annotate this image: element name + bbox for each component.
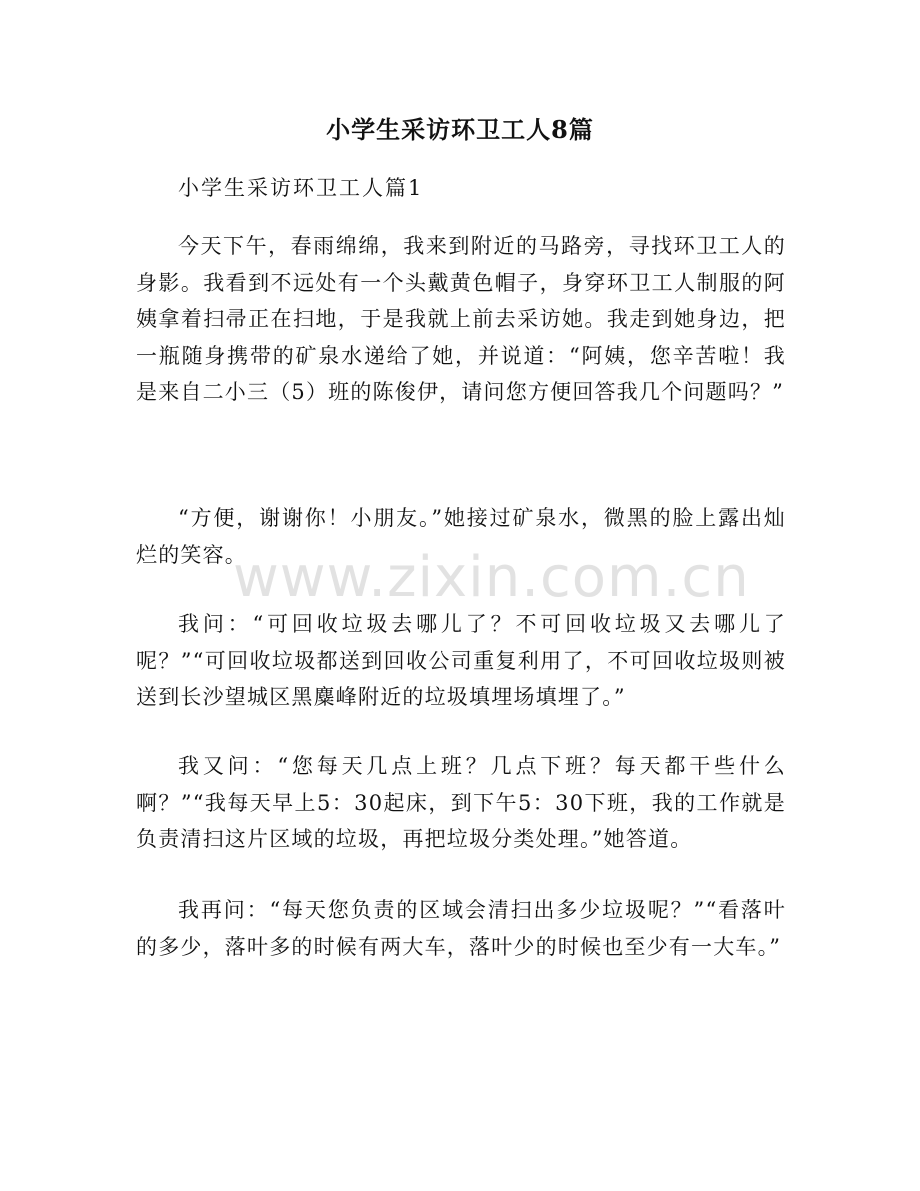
paragraph-1: 今天下午，春雨绵绵，我来到附近的马路旁，寻找环卫工人的身影。我看到不远处有一个头戴黄色帽子，身穿环卫工人制服的阿姨拿着扫帚正在扫地，于是我就上前去采访她。我走到她身边，把一瓶随身携带的矿泉水递给了她，并说道：“阿姨，您辛苦啦！我是来自二小三（5）班的陈俊伊，请问您方便回答我几个问题吗？” <box>136 234 786 404</box>
paragraph-3: 我问：“可回收垃圾去哪儿了？不可回收垃圾又去哪儿了呢？”“可回收垃圾都送到回收公司重复利用了，不可回收垃圾则被送到长沙望城区黑麋峰附近的垃圾填埋场填埋了。” <box>136 612 786 709</box>
paragraph-4: 我又问：“您每天几点上班？几点下班？每天都干些什么啊？”“我每天早上5：30起床，到下午5：30下班，我的工作就是负责清扫这片区域的垃圾，再把垃圾分类处理。”她答道。 <box>136 754 786 851</box>
paragraph-5: 我再问：“每天您负责的区域会清扫出多少垃圾呢？”“看落叶的多少，落叶多的时候有两大车，落叶少的时候也至少有一大车。” <box>136 898 786 959</box>
watermark: www.zixin.com.cn <box>233 545 750 610</box>
section-heading: 小学生采访环卫工人篇1 <box>178 176 424 200</box>
document-title: 小学生采访环卫工人8篇 <box>326 115 594 144</box>
paragraph-2: “方便，谢谢你！小朋友。”她接过矿泉水，微黑的脸上露出灿烂的笑容。 <box>136 506 786 567</box>
